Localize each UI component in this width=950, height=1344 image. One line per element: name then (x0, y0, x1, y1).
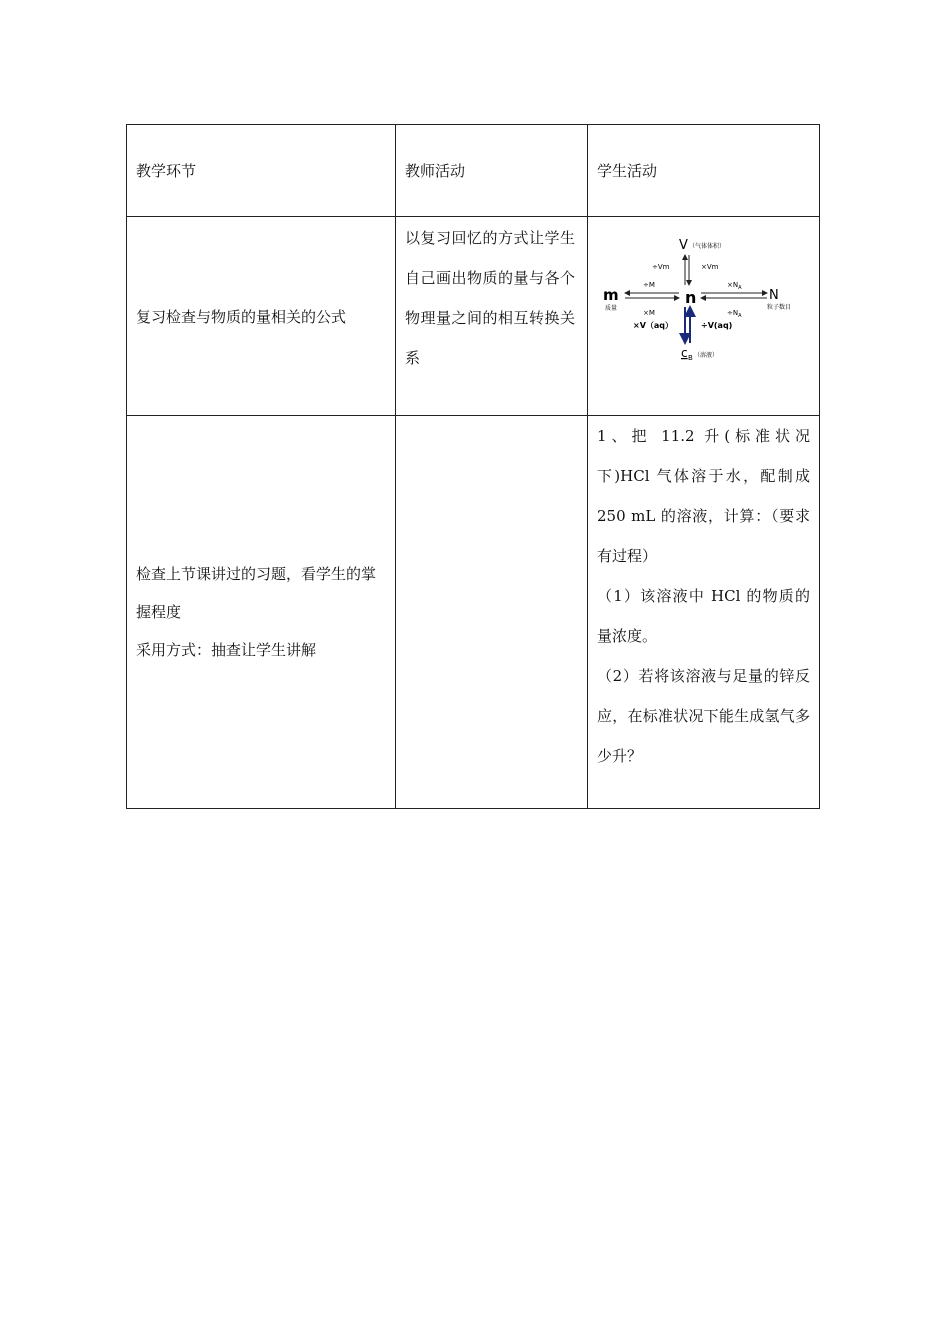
node-c-sub: （溶液） (694, 352, 719, 359)
node-m-sub: 质量 (605, 305, 618, 312)
stage-cell (127, 416, 396, 809)
stage-text: 复习检查与物质的量相关的公式 (136, 307, 347, 326)
label-div-vaq: ÷V(aq) (701, 321, 733, 330)
node-n: n (685, 288, 697, 307)
stage-cell (127, 217, 396, 416)
node-c-sub-letter: B (688, 354, 693, 362)
label-mul-vaq: ×V（aq） (633, 321, 674, 330)
student-cell (588, 217, 820, 416)
teacher-cell (396, 416, 588, 809)
header-teacher: 教师活动 (396, 125, 588, 217)
header-stage: 教学环节 (127, 125, 396, 217)
node-v-sub: （气体体积） (689, 243, 726, 250)
header-row (127, 125, 820, 217)
table-row (127, 416, 820, 809)
teacher-cell (396, 217, 588, 416)
label-mul-m: ×M (643, 309, 655, 317)
teacher-text: 以复习回忆的方式让学生自己画出物质的量与各个物理量之间的相互转换关系 (405, 229, 576, 367)
mole-conversion-diagram (597, 237, 811, 387)
student-cell (588, 416, 820, 809)
node-N-sub: 粒子数目 (767, 304, 792, 311)
node-v: V (679, 238, 688, 253)
node-c: c (681, 346, 688, 360)
question-line: 1、把 11.2 升(标准状况下)HCl 气体溶于水，配制成 250 mL 的溶液，计算：（要求有过程） (597, 427, 810, 565)
question-line: （1）该溶液中 HCl 的物质的量浓度。 (597, 587, 810, 645)
stage-line: 采用方式：抽查让学生讲解 (136, 641, 317, 659)
label-div-m: ÷M (643, 281, 655, 289)
question-line: （2）若将该溶液与足量的锌反应，在标准状况下能生成氢气多少升？ (597, 667, 810, 765)
table-row (127, 217, 820, 416)
label-div-vm: ÷Vm (652, 263, 670, 271)
lesson-plan-table (126, 124, 820, 809)
stage-line: 检查上节课讲过的习题，看学生的掌握程度 (136, 565, 377, 621)
label-mul-vm: ×Vm (701, 263, 719, 271)
label-mul-na: $\times N_A$ (727, 281, 742, 291)
header-student: 学生活动 (588, 125, 820, 217)
label-div-na: $\div N_A$ (727, 309, 742, 319)
node-m: m (603, 286, 619, 304)
node-N: N (769, 288, 779, 303)
